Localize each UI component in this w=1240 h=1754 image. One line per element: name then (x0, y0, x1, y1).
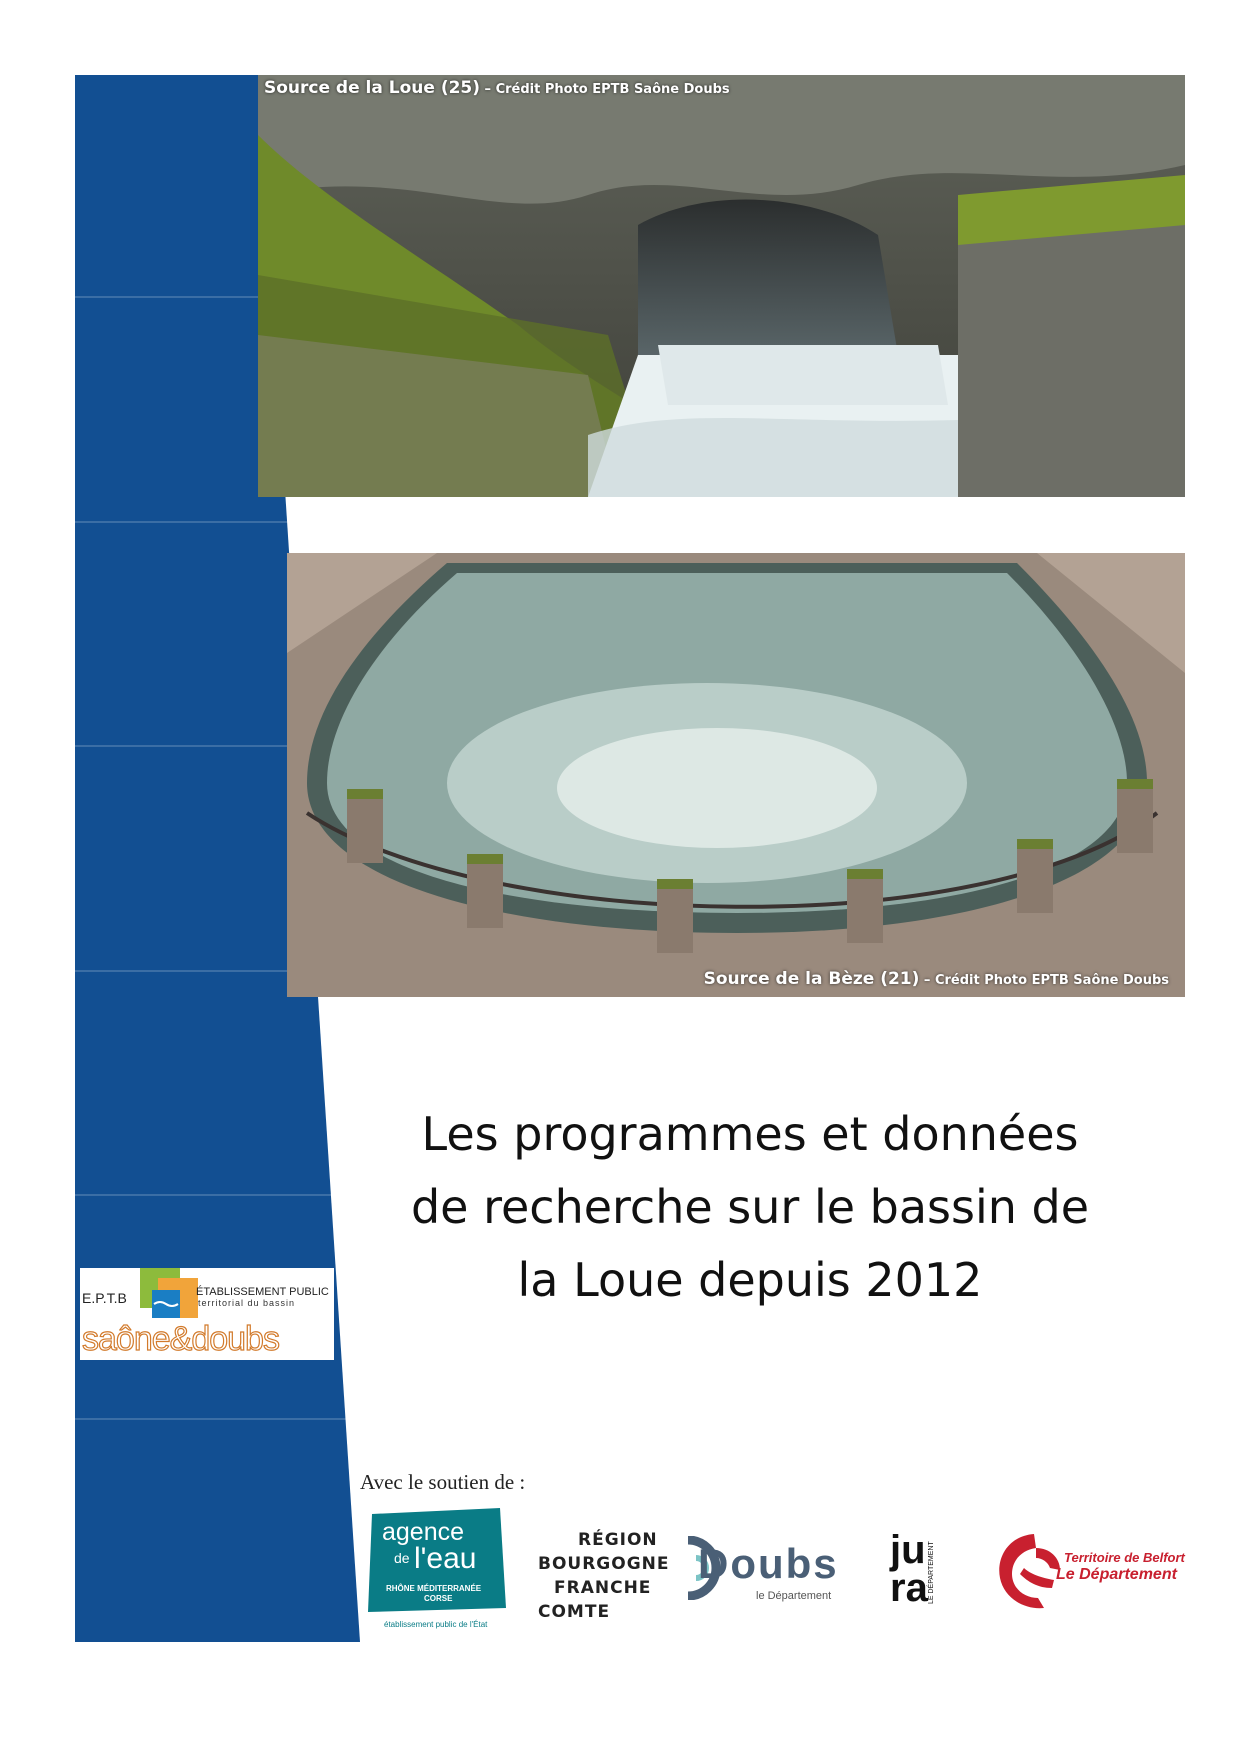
agence-sub2: CORSE (424, 1594, 453, 1603)
agence-l1: agence (382, 1518, 465, 1546)
belfort-l2: Le Département (1056, 1566, 1177, 1583)
title-line-2: de recherche sur le bassin de (410, 1180, 1090, 1234)
photo-source-loue (258, 75, 1185, 497)
agence-l2: de (394, 1550, 410, 1566)
agence-footer: établissement public de l'État (384, 1620, 488, 1629)
title-line-1: Les programmes et données (421, 1107, 1079, 1161)
jura-side: LE DÉPARTEMENT (928, 1541, 935, 1604)
eptb-line1: ÉTABLISSEMENT PUBLIC (196, 1286, 329, 1298)
jura-l2: ra (890, 1566, 928, 1610)
region-l1: RÉGION (578, 1530, 658, 1550)
belfort-l1: Territoire de Belfort (1064, 1550, 1185, 1565)
region-l2: BOURGOGNE (538, 1554, 670, 1574)
eptb-saone-doubs-logo (80, 1268, 334, 1360)
title-line-3: la Loue depuis 2012 (517, 1253, 983, 1307)
region-l3: FRANCHE (554, 1578, 652, 1598)
doubs-name: Doubs (698, 1540, 839, 1587)
document-title (400, 1098, 1100, 1317)
region-l4: COMTE (538, 1602, 611, 1622)
doubs-sub: le Département (756, 1590, 832, 1602)
photo-bottom-caption: Source de la Bèze (21) (703, 969, 920, 989)
belfort-logo (994, 1528, 1184, 1618)
agence-l3: l'eau (414, 1542, 477, 1575)
eptb-brand: saône&doubs (82, 1320, 279, 1358)
agence-eau-logo (368, 1508, 508, 1634)
photo-bottom-credit: – Crédit Photo EPTB Saône Doubs (919, 973, 1169, 988)
eptb-acronym: E.P.T.B (82, 1290, 127, 1306)
agence-sub1: RHÔNE MÉDITERRANÉE (386, 1584, 482, 1593)
photo-top-credit: – Crédit Photo EPTB Saône Doubs (480, 82, 730, 97)
photo-source-beze (287, 553, 1185, 997)
region-bfc-logo (538, 1528, 668, 1624)
support-label: Avec le soutien de : (360, 1470, 526, 1494)
photo-top-caption: Source de la Loue (25) (264, 78, 481, 98)
doubs-logo (684, 1536, 844, 1606)
eptb-line2: territorial du bassin (198, 1298, 296, 1308)
jura-logo (888, 1530, 958, 1620)
jura-l1: ju (890, 1528, 926, 1572)
